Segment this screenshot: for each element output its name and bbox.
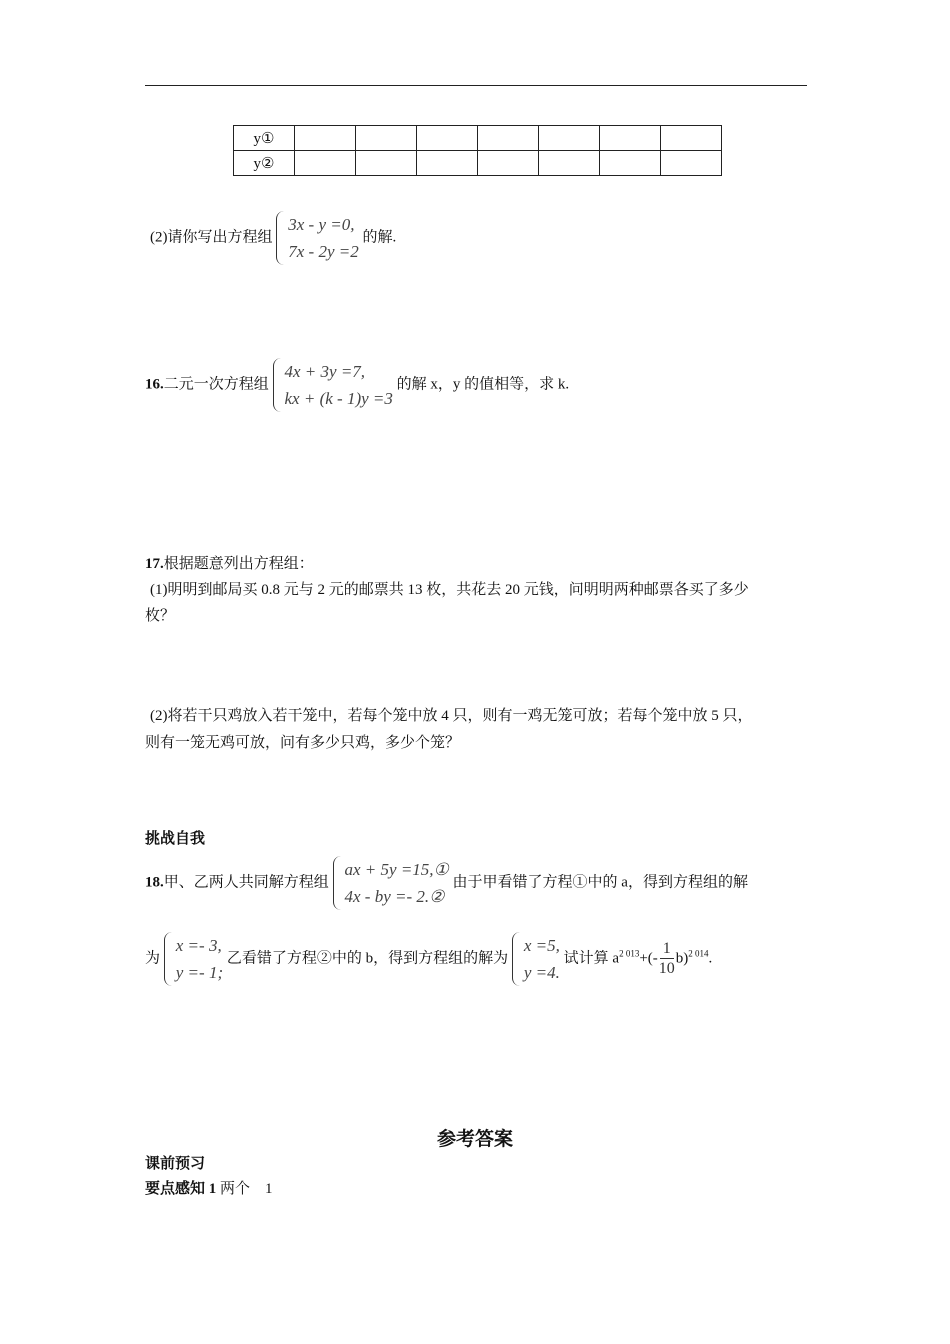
table-cell [539,126,600,151]
q18-equation-system [333,856,449,910]
q18-mid-text: 乙看错了方程②中的 b，得到方程组的解为 [226,950,509,967]
table-cell [539,151,600,176]
q18-b-close: b) [675,950,689,967]
table-cell [417,151,478,176]
brace-icon [273,358,281,412]
section-challenge: 挑战自我 [145,831,206,847]
row-label-y1: y① [234,126,295,151]
q18-eq2: 4x - by =- 2.② [344,887,445,906]
q18-solution-yi [512,932,560,986]
q15-suffix: 的解. [362,229,397,246]
q18-fraction [659,940,675,979]
table-cell [478,151,539,176]
header-rule [145,85,807,86]
q16-prefix: 二元一次方程组 [163,376,269,393]
q16-number: 16. [145,376,164,393]
table-cell [478,126,539,151]
table-cell [600,151,661,176]
q18-line2 [145,932,712,986]
q16-eq1: 4x + 3y =7, [284,362,366,381]
q16 [145,358,569,412]
point-value: 两个 1 [220,1181,273,1197]
q18-end: . [708,950,713,967]
q16-equation-system [273,358,393,412]
table-cell [661,151,722,176]
answers-preview-heading: 课前预习 [145,1156,206,1172]
q18-sol2-x: x =5, [523,936,560,955]
table-row [234,126,722,151]
brace-icon [276,211,284,265]
values-table [233,125,722,176]
q15-eq2: 7x - 2y =2 [288,242,359,261]
q17-number: 17. [145,556,164,572]
q15-equation-system [276,211,358,265]
q18-exponent-1: 2 013 [619,948,640,959]
q17-part2-line1: (2)将若干只鸡放入若干笼中，若每个笼中放 4 只，则有一鸡无笼可放；若每个笼中放 5 只， [150,708,753,724]
q18-prefix: 甲、乙两人共同解方程组 [163,874,329,891]
q18-eq1: ax + 5y =15,① [344,860,449,879]
q18-line1 [145,856,748,910]
answers-title: 参考答案 [436,1129,513,1150]
q18-suffix: 由于甲看错了方程①中的 a，得到方程组的解 [452,874,748,891]
q18-exponent-2: 2 014 [688,948,709,959]
q15-prefix: (2)请你写出方程组 [150,229,273,246]
table-cell [600,126,661,151]
q17-part1-line2: 枚？ [145,608,176,624]
brace-icon [512,932,520,986]
point-label: 要点感知 1 [145,1181,217,1197]
q18-wei: 为 [145,950,161,967]
q18-number: 18. [145,874,164,891]
q18-plus: +(- [639,950,658,967]
q18-sol1-x: x =- 3, [175,936,222,955]
table-cell [356,126,417,151]
q15-eq1: 3x - y =0, [288,215,355,234]
q16-suffix: 的解 x，y 的值相等，求 k. [396,376,570,393]
fraction-denominator: 10 [658,959,675,977]
q17-part2-line2: 则有一笼无鸡可放，问有多少只鸡，多少个笼？ [145,735,461,751]
table-cell [295,126,356,151]
table-cell [661,126,722,151]
answers-point-1 [145,1177,273,1198]
brace-icon [333,856,341,910]
q18-solution-jia [164,932,223,986]
table-cell [417,126,478,151]
brace-icon [164,932,172,986]
q18-compute-prefix: 试计算 a [563,950,620,967]
q17-title-text: 根据题意列出方程组： [163,556,314,572]
q17-title [145,552,314,573]
fraction-numerator: 1 [660,940,674,959]
q17-part1-line1: (1)明明到邮局买 0.8 元与 2 元的邮票共 13 枚，共花去 20 元钱，问明明两种邮票各买了多少 [150,582,749,598]
q18-sol2-y: y =4. [523,963,560,982]
table-row [234,151,722,176]
q16-eq2: kx + (k - 1)y =3 [284,389,393,408]
q15-part2 [150,211,396,265]
table-cell [295,151,356,176]
row-label-y2: y② [234,151,295,176]
table-cell [356,151,417,176]
q18-sol1-y: y =- 1; [175,963,224,982]
